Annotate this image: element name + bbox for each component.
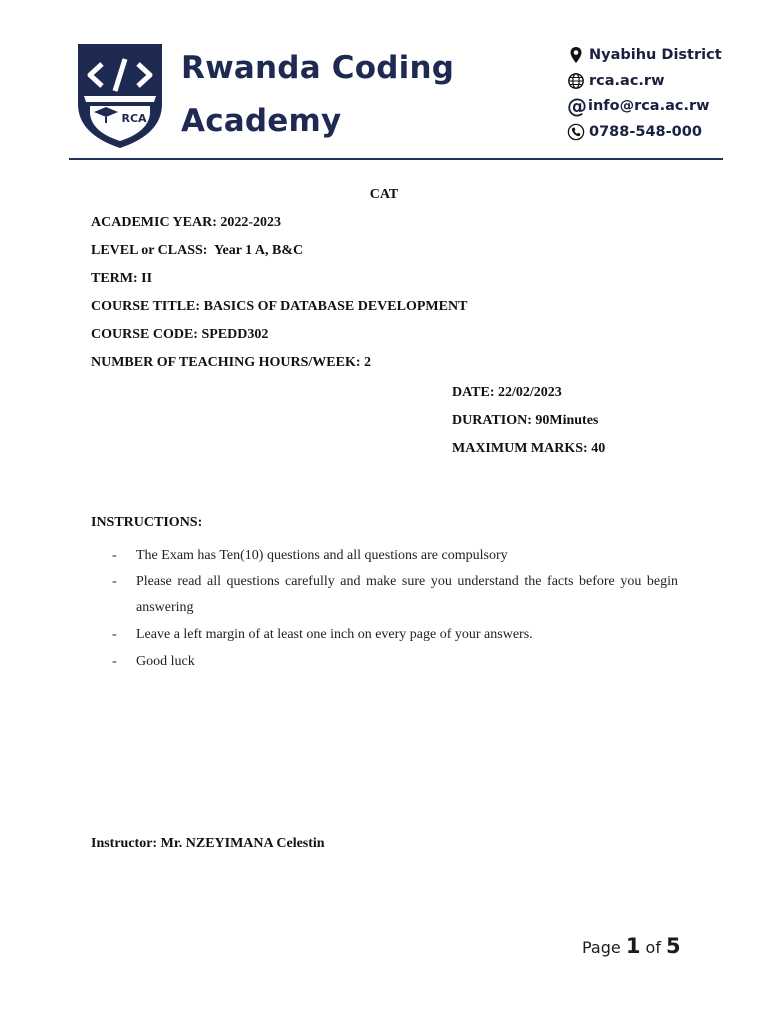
contact-email-text[interactable]: info@rca.ac.rw	[588, 98, 710, 114]
term-field	[91, 270, 152, 288]
maximum-marks-field	[452, 440, 605, 458]
teaching-hours-field	[91, 354, 371, 372]
bullet-dash: -	[112, 654, 117, 669]
course-title-value: BASICS OF DATABASE DEVELOPMENT	[203, 299, 468, 314]
org-name-line2: Academy	[181, 103, 342, 139]
globe-icon	[567, 72, 585, 90]
term-value: II	[141, 271, 153, 286]
contact-phone	[567, 123, 702, 141]
academic-year-label: ACADEMIC YEAR:	[91, 215, 221, 230]
instruction-item	[112, 569, 678, 621]
level-field	[91, 242, 303, 260]
teaching-hours-label: NUMBER OF TEACHING HOURS/WEEK:	[91, 355, 365, 370]
level-label: LEVEL or CLASS:	[91, 243, 214, 258]
instructor-field	[91, 835, 325, 853]
academic-year-field	[91, 214, 281, 232]
contact-website-text[interactable]: rca.ac.rw	[589, 73, 665, 89]
page-current: 1	[625, 934, 641, 958]
academic-year-value: 2022-2023	[220, 215, 282, 230]
duration-value: 90Minutes	[535, 413, 599, 428]
map-pin-icon	[567, 46, 585, 64]
bullet-dash: -	[112, 574, 117, 589]
page-number	[582, 934, 681, 960]
teaching-hours-value: 2	[364, 355, 372, 370]
at-sign-icon: @	[567, 94, 587, 118]
instruction-text: The Exam has Ten(10) questions and all questions are compulsory	[136, 548, 508, 563]
instruction-item	[112, 543, 678, 569]
instructor-label: Instructor:	[91, 836, 161, 851]
phone-icon	[567, 123, 585, 141]
duration-field	[452, 412, 598, 430]
duration-label: DURATION:	[452, 413, 536, 428]
instruction-text: Good luck	[136, 654, 195, 669]
course-title-label: COURSE TITLE:	[91, 299, 204, 314]
date-label: DATE:	[452, 385, 499, 400]
contact-location	[567, 46, 722, 64]
instructor-name: Mr. NZEYIMANA Celestin	[160, 836, 325, 851]
instruction-text: Please read all questions carefully and make sure you understand the facts before you begin answering	[136, 574, 678, 615]
contact-email	[567, 94, 710, 118]
contact-phone-text[interactable]: 0788-548-000	[589, 124, 702, 140]
instructions-heading: INSTRUCTIONS:	[91, 515, 203, 530]
course-code-field	[91, 326, 268, 344]
academy-logo	[76, 42, 164, 150]
date-field	[452, 384, 562, 402]
logo-text: RCA	[121, 112, 147, 125]
header-divider	[69, 158, 723, 160]
date-value: 22/02/2023	[498, 385, 562, 400]
instruction-text: Leave a left margin of at least one inch on every page of your answers.	[136, 627, 533, 642]
page-word: Page	[582, 938, 626, 957]
of-word: of	[640, 938, 667, 957]
maximum-marks-value: 40	[591, 441, 606, 456]
bullet-dash: -	[112, 548, 117, 563]
course-code-label: COURSE CODE:	[91, 327, 202, 342]
page-total: 5	[666, 934, 681, 958]
course-title-field	[91, 298, 467, 316]
term-label: TERM:	[91, 271, 142, 286]
contact-location-text: Nyabihu District	[589, 47, 722, 63]
level-value: Year 1 A, B&C	[213, 243, 304, 258]
doc-type-title: CAT	[369, 187, 399, 202]
org-name-line1: Rwanda Coding	[181, 50, 455, 86]
course-code-value: SPEDD302	[201, 327, 269, 342]
contact-website	[567, 72, 664, 90]
instruction-item	[112, 649, 678, 675]
maximum-marks-label: MAXIMUM MARKS:	[452, 441, 592, 456]
bullet-dash: -	[112, 627, 117, 642]
instruction-item	[112, 622, 678, 648]
